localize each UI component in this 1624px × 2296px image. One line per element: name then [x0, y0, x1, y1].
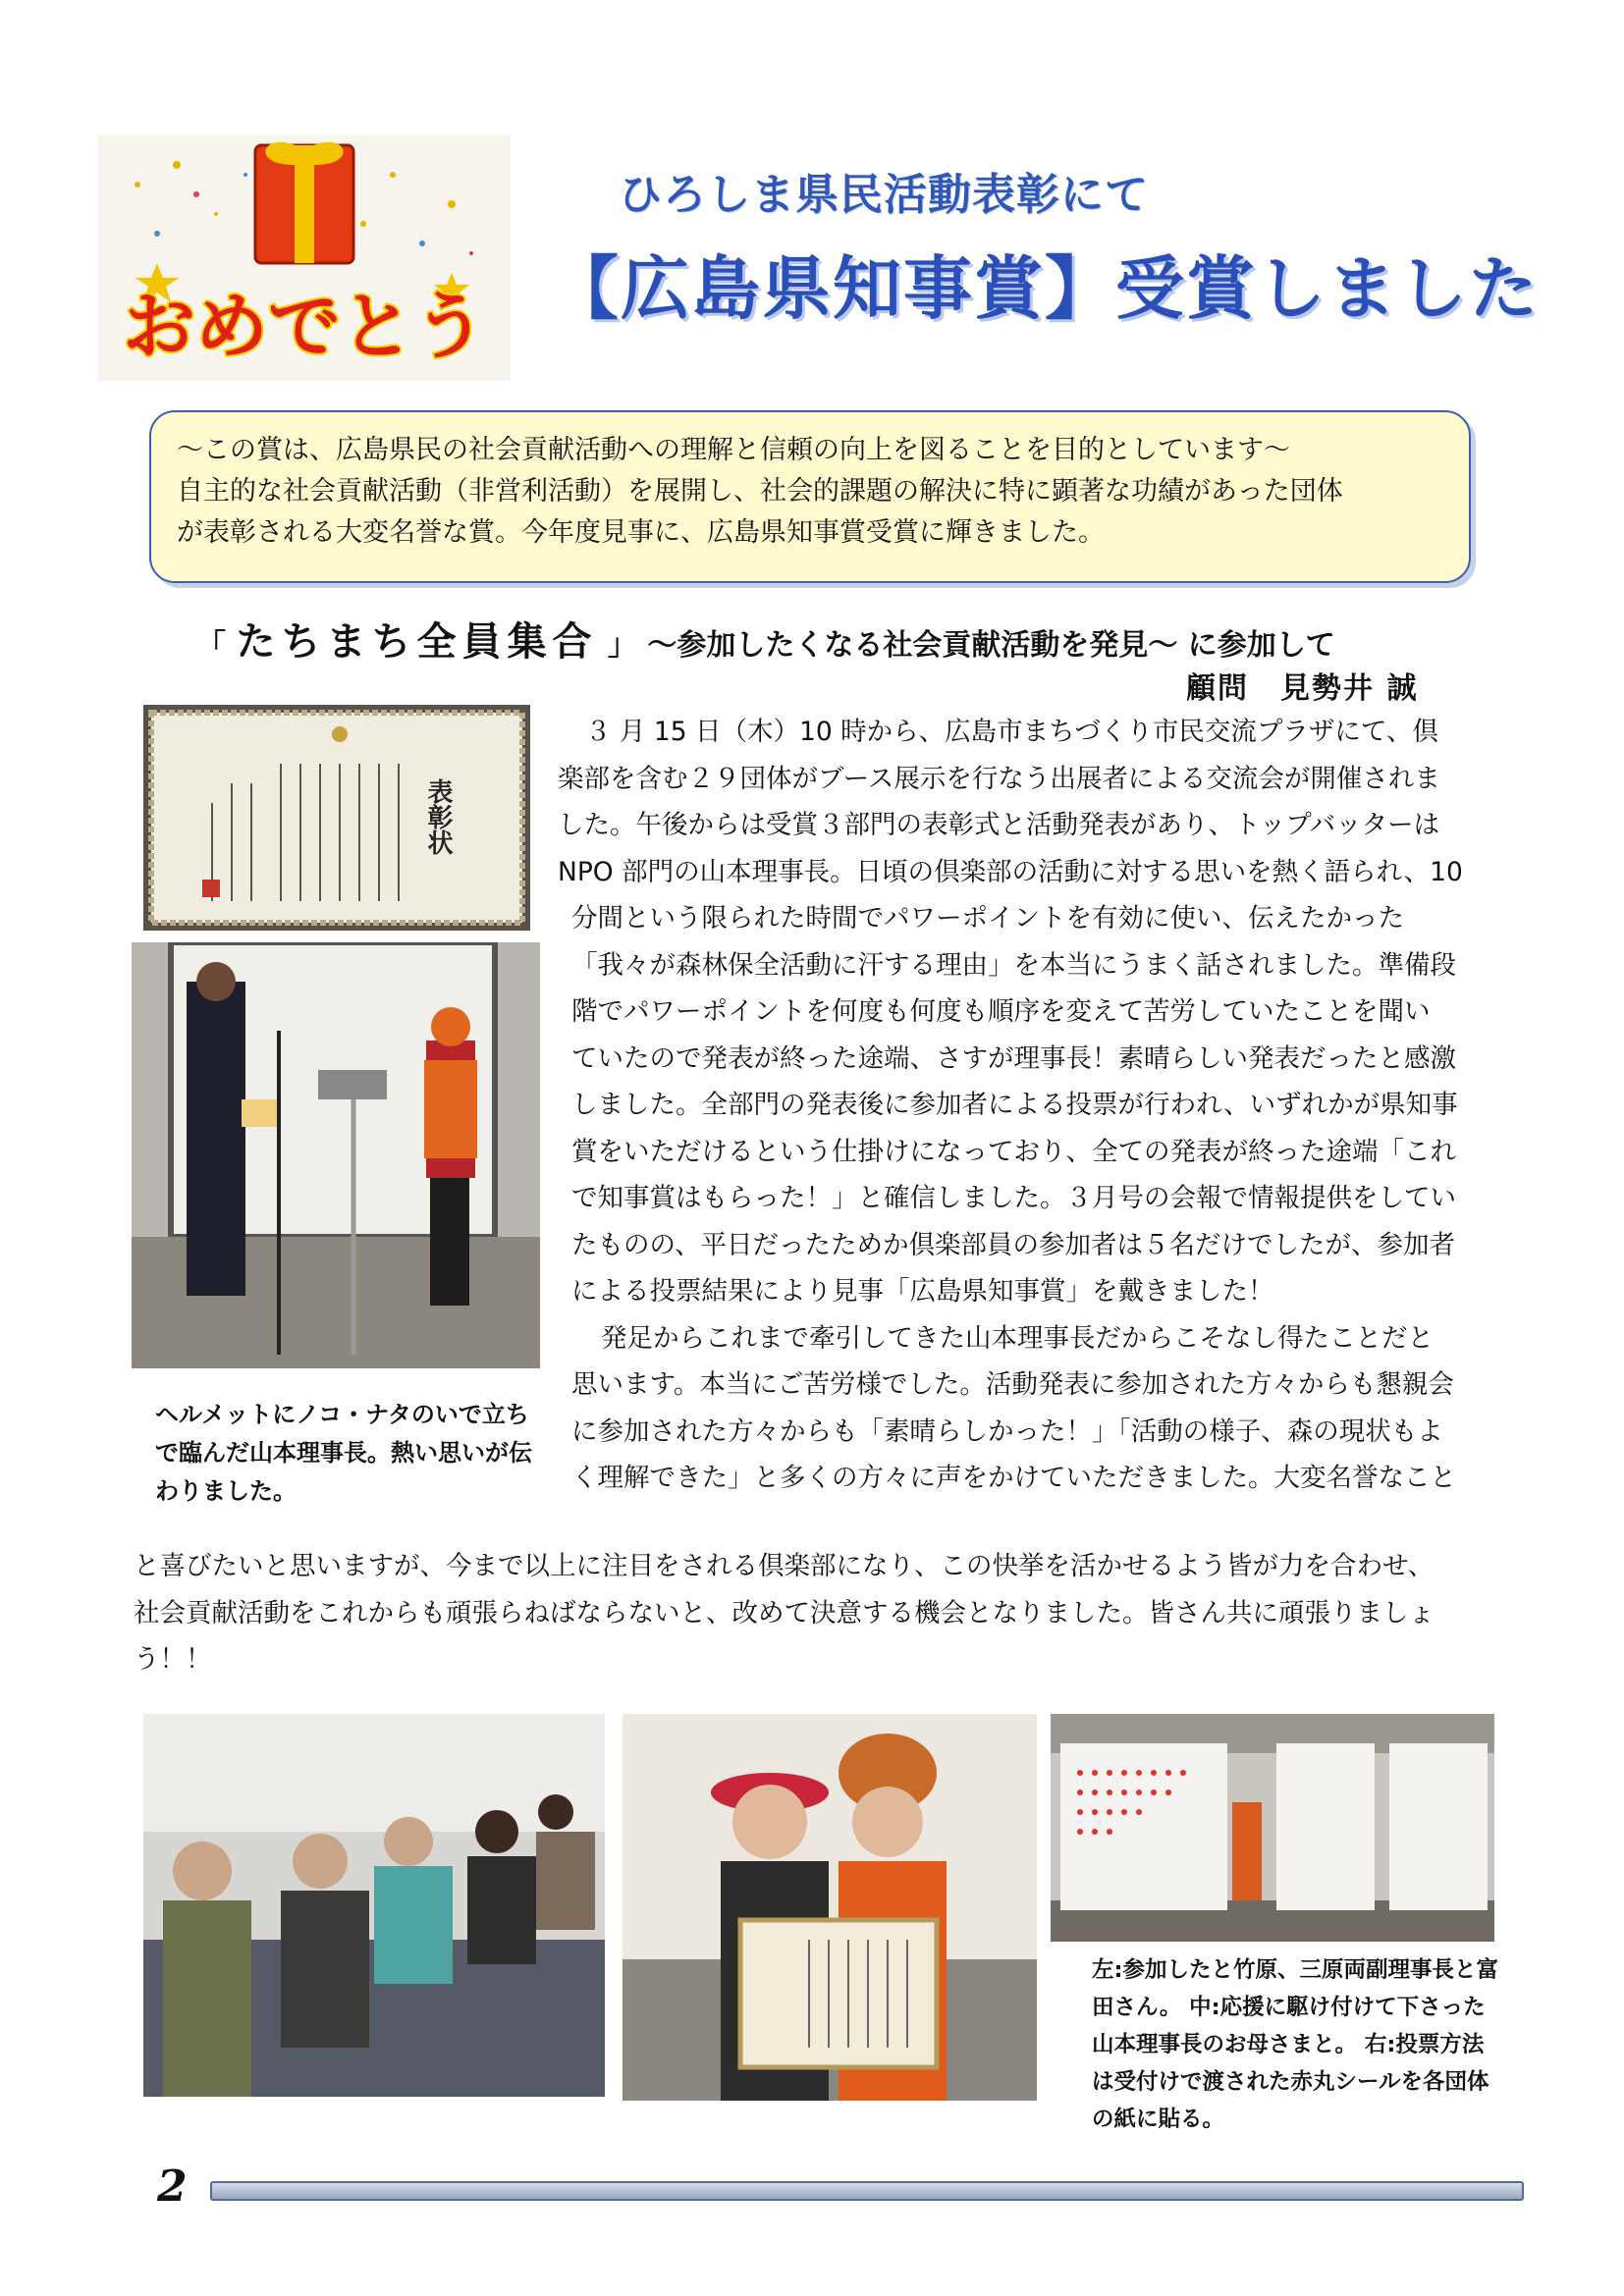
body-line: と喜びたいと思いますが、今まで以上に注目をされる倶楽部になり、この快挙を活かせるよう皆が力を合わせ、 — [134, 1551, 1435, 1581]
body-line: した。午後からは受賞３部門の表彰式と活動発表があり、トップバッターは — [558, 810, 1440, 840]
intro-line: 自主的な社会貢献活動（非営利活動）を展開し、社会的課題の解決に特に顕著な功績があった団体 — [177, 476, 1343, 507]
photo-caption-right: 左:参加したと竹原、三原両副理事長と富田さん。 中:応援に駆け付けて下さった山本理事長のお母さまと。 右:投票方法は受付けで渡された赤丸シールを各団体の紙に貼る。 — [1092, 1957, 1498, 2132]
body-line: 賞をいただけるという仕掛けになっており、全ての発表が終った途端「これ — [571, 1136, 1456, 1167]
body-line: ていたので発表が終った途端、さすが理事長！素晴らしい発表だったと感激 — [571, 1042, 1456, 1074]
audience-photo — [143, 1714, 605, 2097]
body-line: に参加された方々からも「素晴らしかった！」「活動の様子、森の現状もよ — [571, 1415, 1443, 1447]
article-heading — [196, 611, 1335, 667]
certificate-heading: 表彰状 — [423, 778, 453, 855]
body-line: 楽部を含む２９団体がブース展示を行なう出展者による交流会が開催されま — [558, 763, 1440, 794]
body-line: NPO 部門の山本理事長。日頃の倶楽部の活動に対する思いを熱く語られ、10 — [558, 856, 1463, 887]
certificate-photo — [143, 705, 530, 931]
body-line: 階でパワーポイントを何度も何度も順序を変えて苦労していたことを聞い — [571, 996, 1431, 1027]
award-ceremony-photo — [132, 942, 540, 1368]
intro-box — [149, 410, 1471, 583]
page-title: 【広島県知事賞】受賞しました — [550, 248, 1540, 329]
voting-board-photo — [1051, 1714, 1494, 1942]
body-line: 発足からこれまで牽引してきた山本理事長だからこそなし得たことだと — [601, 1322, 1434, 1354]
body-line: 「我々が森林保全活動に汗する理由」を本当にうまく話されました。準備段 — [571, 949, 1456, 981]
header-subtitle: ひろしま県民活動表彰にて — [619, 170, 1149, 220]
body-line: しました。全部門の発表後に参加者による投票が行われ、いずれかが県知事 — [571, 1090, 1458, 1120]
logo-text: おめでとう — [123, 285, 486, 369]
body-line: 社会貢献活動をこれからも頑張らねばならないと、改めて決意する機会となりました。皆さん共に頑張りましょ — [134, 1597, 1435, 1629]
heading-bracket-close: 」 — [607, 628, 637, 663]
body-line: 分間という限られた時間でパワーポイントを有効に使い、伝えたかった — [571, 903, 1404, 934]
intro-line: ～この賞は、広島県民の社会貢献活動への理解と信頼の向上を図ることを目的としています～ — [177, 435, 1290, 465]
two-women-photo — [623, 1714, 1037, 2101]
heading-event-name: たちまち全員集合 — [236, 619, 598, 665]
body-line: く理解できた」と多くの方々に声をかけていただきました。大変名誉なこと — [571, 1463, 1456, 1493]
article-author: 顧問 見勢井 誠 — [1186, 671, 1419, 706]
body-line: で知事賞はもらった！」と確信しました。３月号の会報で情報提供をしてい — [571, 1183, 1456, 1213]
body-line: 思います。本当にご苦労様でした。活動発表に参加された方々からも懇親会 — [571, 1369, 1454, 1400]
page-number: 2 — [157, 2162, 188, 2212]
intro-line: が表彰される大変名誉な賞。今年度見事に、広島県知事賞受賞に輝きました。 — [177, 517, 1105, 548]
photo-caption-left: ヘルメットにノコ・ナタのいで立ちで臨んだ山本理事長。熱い思いが伝わりました。 — [155, 1401, 532, 1505]
body-line: ３ 月 15 日（木）10 時から、広島市まちづくり市民交流プラザにて、倶 — [585, 717, 1438, 747]
article-body-right — [558, 709, 1508, 1502]
body-line: う！！ — [134, 1644, 212, 1675]
omedetou-logo — [98, 135, 511, 381]
body-line: による投票結果により見事「広島県知事賞」を戴きました！ — [571, 1276, 1274, 1307]
body-line: たものの、平日だったためか倶楽部員の参加者は５名だけでしたが、参加者 — [571, 1229, 1455, 1260]
heading-rest: ～参加したくなる社会貢献活動を発見～ に参加して — [647, 628, 1335, 663]
article-body-full — [134, 1543, 1508, 1683]
footer-bar — [210, 2181, 1524, 2201]
heading-bracket-open: 「 — [196, 628, 226, 663]
